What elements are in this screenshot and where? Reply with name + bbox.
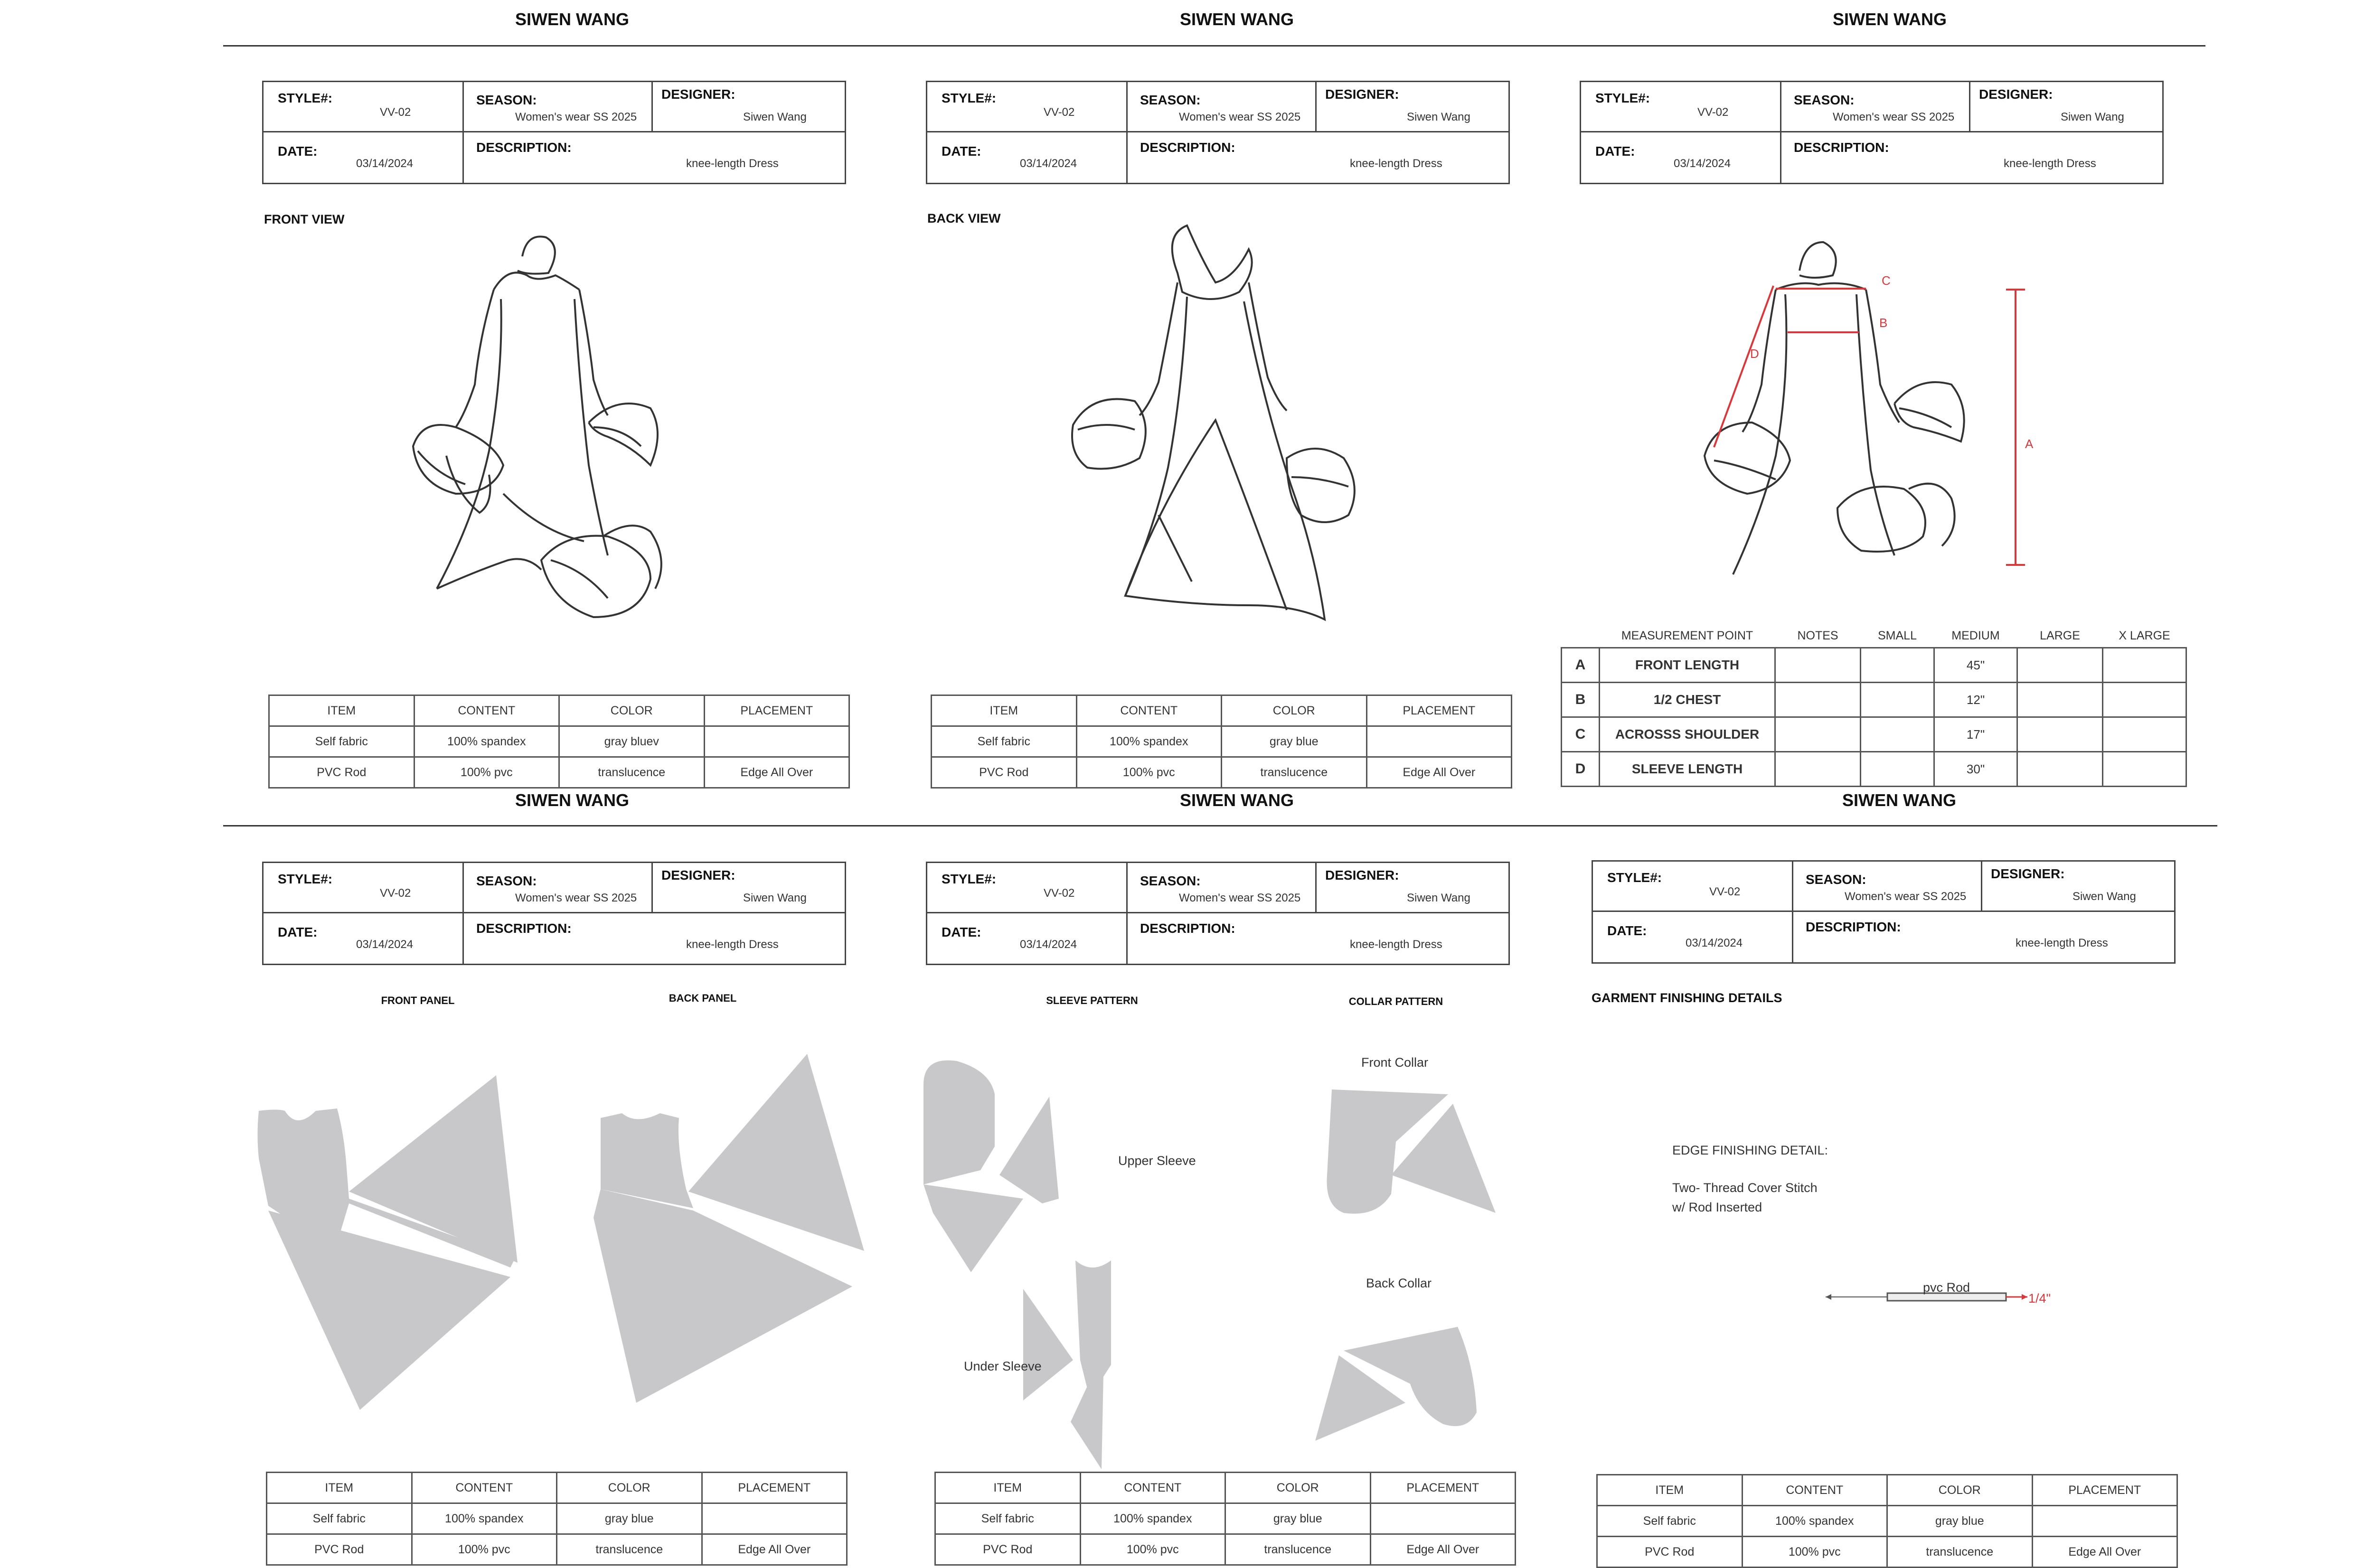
table-cell: gray blue — [1225, 1503, 1371, 1534]
description-value: knee-length Dress — [686, 938, 779, 951]
season-value: Women's wear SS 2025 — [515, 892, 637, 904]
table-cell: Edge All Over — [1366, 757, 1512, 788]
table-header: LARGE — [2040, 629, 2080, 642]
pvc-rod-diagram — [1674, 1282, 2035, 1315]
table-cell: Edge All Over — [704, 757, 849, 788]
table-row — [267, 1534, 847, 1565]
table-cell — [2017, 648, 2103, 683]
table-row — [1562, 752, 2186, 787]
description-label: DESCRIPTION: — [1794, 140, 1889, 155]
table-header: ITEM — [935, 1473, 1081, 1503]
season-label: SEASON: — [1140, 93, 1201, 107]
table-cell — [2017, 683, 2103, 717]
finishing-title: GARMENT FINISHING DETAILS — [1592, 991, 1782, 1005]
table-header: COLOR — [1887, 1475, 2033, 1506]
table-cell — [1861, 717, 1934, 752]
table-header: PLACEMENT — [2032, 1475, 2177, 1506]
back-view-sketch — [1049, 221, 1420, 634]
table-cell — [1370, 1503, 1516, 1534]
table-row — [932, 757, 1512, 788]
spec-header-patterns — [926, 862, 1510, 965]
table-cell — [2017, 752, 2103, 787]
table-cell: Edge All Over — [2032, 1537, 2177, 1568]
brand-title: SIWEN WANG — [515, 9, 629, 29]
table-header: MEDIUM — [1951, 629, 2000, 642]
table-cell — [2103, 752, 2186, 787]
date-label: DATE: — [1595, 144, 1635, 159]
table-row — [269, 726, 849, 757]
table-header: SMALL — [1878, 629, 1917, 642]
season-label: SEASON: — [476, 873, 537, 888]
table-header: ITEM — [932, 695, 1077, 726]
table-cell: translucence — [1222, 757, 1367, 788]
table-cell: 100% spandex — [1742, 1506, 1887, 1537]
table-row — [935, 1503, 1516, 1534]
designer-label: DESIGNER: — [661, 87, 735, 102]
brand-title: SIWEN WANG — [1833, 9, 1947, 29]
marker-a: A — [2025, 437, 2034, 451]
back-panel-pattern — [584, 1052, 869, 1408]
header-divider-v1 — [927, 863, 1128, 913]
table-cell: translucence — [557, 1534, 702, 1565]
season-label: SEASON: — [1140, 873, 1201, 888]
table-row — [267, 1503, 847, 1534]
description-value: knee-length Dress — [1350, 938, 1442, 951]
designer-value: Siwen Wang — [1407, 892, 1470, 904]
designer-value: Siwen Wang — [1407, 111, 1470, 123]
under-sleeve-label: Under Sleeve — [964, 1359, 1042, 1373]
spec-header-front — [262, 81, 846, 184]
table-row — [1562, 717, 2186, 752]
description-label: DESCRIPTION: — [476, 140, 572, 155]
table-header: PLACEMENT — [1366, 695, 1512, 726]
back-collar-label: Back Collar — [1366, 1276, 1432, 1290]
season-value: Women's wear SS 2025 — [515, 111, 637, 123]
table-cell: 100% spandex — [1080, 1503, 1225, 1534]
season-value: Women's wear SS 2025 — [1179, 111, 1301, 123]
table-row — [1597, 1506, 2177, 1537]
brand-title: SIWEN WANG — [1180, 790, 1294, 810]
table-header-row — [267, 1473, 847, 1503]
table-cell: 45" — [1934, 648, 2017, 683]
table-header: ITEM — [267, 1473, 412, 1503]
front-view-sketch — [385, 228, 755, 636]
front-panel-pattern — [252, 1073, 527, 1415]
season-label: SEASON: — [1794, 93, 1855, 107]
date-value: 03/14/2024 — [356, 938, 414, 951]
front-view-label: FRONT VIEW — [264, 212, 345, 226]
table-cell — [1775, 648, 1861, 683]
season-value: Women's wear SS 2025 — [1845, 890, 1967, 903]
marker-b: B — [1879, 316, 1888, 330]
date-value: 03/14/2024 — [356, 157, 414, 170]
table-cell — [1861, 648, 1934, 683]
spec-header-panels — [262, 862, 846, 965]
style-value: VV-02 — [1709, 885, 1741, 898]
description-value: knee-length Dress — [2004, 157, 2096, 170]
middle-divider — [223, 825, 2217, 826]
front-panel-label: FRONT PANEL — [381, 995, 455, 1006]
front-collar-label: Front Collar — [1361, 1055, 1429, 1070]
header-divider-v1 — [1593, 862, 1793, 912]
table-header-row — [1597, 1475, 2177, 1506]
header-divider-v1 — [264, 863, 464, 913]
table-header-row — [269, 695, 849, 726]
point-letter: A — [1562, 648, 1600, 683]
description-value: knee-length Dress — [686, 157, 779, 170]
upper-sleeve-label: Upper Sleeve — [1118, 1154, 1196, 1168]
date-label: DATE: — [278, 144, 318, 159]
header-divider-v1 — [264, 82, 464, 132]
materials-table-back — [931, 695, 1512, 789]
table-cell — [1775, 717, 1861, 752]
designer-label: DESIGNER: — [661, 868, 735, 883]
designer-value: Siwen Wang — [2061, 111, 2124, 123]
materials-table-finishing — [1596, 1474, 2178, 1568]
materials-table-patterns — [934, 1472, 1516, 1566]
marker-c: C — [1882, 273, 1891, 288]
measurement-table — [1561, 624, 2187, 787]
style-label: STYLE#: — [942, 91, 997, 105]
table-header: X LARGE — [2119, 629, 2170, 642]
materials-table-panels — [266, 1472, 848, 1566]
table-header: CONTENT — [1742, 1475, 1887, 1506]
style-label: STYLE#: — [278, 872, 333, 886]
table-cell: 12" — [1934, 683, 2017, 717]
style-label: STYLE#: — [942, 872, 997, 886]
point-name: SLEEVE LENGTH — [1600, 752, 1775, 787]
edge-finishing-line1: Two- Thread Cover Stitch — [1672, 1181, 1818, 1195]
date-label: DATE: — [1607, 923, 1647, 938]
point-name: FRONT LENGTH — [1600, 648, 1775, 683]
table-header: ITEM — [269, 695, 415, 726]
designer-label: DESIGNER: — [1979, 87, 2053, 102]
table-cell: 100% pvc — [1080, 1534, 1225, 1565]
designer-value: Siwen Wang — [743, 111, 807, 123]
style-value: VV-02 — [1697, 106, 1729, 119]
season-value: Women's wear SS 2025 — [1833, 111, 1955, 123]
table-cell: Self fabric — [935, 1503, 1081, 1534]
style-value: VV-02 — [380, 887, 411, 900]
table-header: CONTENT — [1080, 1473, 1225, 1503]
table-header: CONTENT — [1076, 695, 1222, 726]
table-cell: PVC Rod — [1597, 1537, 1743, 1568]
date-value: 03/14/2024 — [1020, 157, 1077, 170]
table-cell — [702, 1503, 847, 1534]
date-label: DATE: — [278, 925, 318, 939]
table-cell: translucence — [1887, 1537, 2033, 1568]
table-cell — [2103, 683, 2186, 717]
table-header: COLOR — [559, 695, 705, 726]
designer-label: DESIGNER: — [1325, 868, 1399, 883]
table-cell: PVC Rod — [267, 1534, 412, 1565]
table-cell: PVC Rod — [935, 1534, 1081, 1565]
table-header-row — [935, 1473, 1516, 1503]
table-cell — [2032, 1506, 2177, 1537]
season-value: Women's wear SS 2025 — [1179, 892, 1301, 904]
table-cell — [2103, 717, 2186, 752]
style-label: STYLE#: — [1607, 870, 1662, 885]
table-cell: PVC Rod — [932, 757, 1077, 788]
table-cell: gray bluev — [559, 726, 705, 757]
collar-pattern-pieces — [1315, 1080, 1515, 1450]
point-letter: D — [1562, 752, 1600, 787]
table-header: COLOR — [557, 1473, 702, 1503]
table-cell: gray blue — [1887, 1506, 2033, 1537]
table-cell — [1775, 752, 1861, 787]
table-cell: 100% pvc — [414, 757, 559, 788]
date-label: DATE: — [942, 144, 981, 159]
table-cell: translucence — [1225, 1534, 1371, 1565]
designer-value: Siwen Wang — [2073, 890, 2136, 903]
table-cell: 100% spandex — [414, 726, 559, 757]
style-label: STYLE#: — [278, 91, 333, 105]
table-row — [1562, 683, 2186, 717]
point-name: ACROSSS SHOULDER — [1600, 717, 1775, 752]
header-divider-v1 — [927, 82, 1128, 132]
description-label: DESCRIPTION: — [1140, 921, 1235, 936]
table-header: CONTENT — [414, 695, 559, 726]
table-row — [269, 757, 849, 788]
table-cell — [2103, 648, 2186, 683]
table-header: CONTENT — [412, 1473, 557, 1503]
table-header: COLOR — [1222, 695, 1367, 726]
table-header: PLACEMENT — [702, 1473, 847, 1503]
table-cell: Self fabric — [267, 1503, 412, 1534]
description-label: DESCRIPTION: — [1806, 920, 1901, 934]
table-header-row — [932, 695, 1512, 726]
designer-label: DESIGNER: — [1991, 866, 2065, 881]
table-cell: 30" — [1934, 752, 2017, 787]
table-cell — [1366, 726, 1512, 757]
table-header: PLACEMENT — [704, 695, 849, 726]
table-header: MEASUREMENT POINT — [1621, 629, 1753, 642]
table-cell: Edge All Over — [702, 1534, 847, 1565]
pvc-rod-label: pvc Rod — [1923, 1280, 1970, 1295]
materials-table-front — [268, 695, 850, 789]
spec-header-measure — [1580, 81, 2164, 184]
brand-title: SIWEN WANG — [515, 790, 629, 810]
table-header: PLACEMENT — [1370, 1473, 1516, 1503]
brand-title: SIWEN WANG — [1180, 9, 1294, 29]
top-divider — [223, 45, 2205, 47]
style-label: STYLE#: — [1595, 91, 1650, 105]
table-cell: Edge All Over — [1370, 1534, 1516, 1565]
edge-finishing-title: EDGE FINISHING DETAIL: — [1672, 1143, 1828, 1157]
table-cell: Self fabric — [932, 726, 1077, 757]
measurement-header-row — [1562, 624, 2186, 648]
table-cell: PVC Rod — [269, 757, 415, 788]
date-value: 03/14/2024 — [1686, 937, 1743, 949]
table-row — [932, 726, 1512, 757]
table-cell: Self fabric — [269, 726, 415, 757]
spec-header-finishing — [1592, 860, 2176, 964]
table-header: NOTES — [1797, 629, 1838, 642]
date-label: DATE: — [942, 925, 981, 939]
table-row — [1562, 648, 2186, 683]
table-cell: 100% spandex — [1076, 726, 1222, 757]
table-cell — [1861, 683, 1934, 717]
description-value: knee-length Dress — [2016, 937, 2108, 949]
table-row — [1597, 1537, 2177, 1568]
header-divider-v1 — [1581, 82, 1781, 132]
table-cell: gray blue — [1222, 726, 1367, 757]
description-label: DESCRIPTION: — [476, 921, 572, 936]
table-cell: 100% pvc — [1076, 757, 1222, 788]
table-cell: 100% spandex — [412, 1503, 557, 1534]
back-view-label: BACK VIEW — [927, 211, 1001, 225]
description-label: DESCRIPTION: — [1140, 140, 1235, 155]
table-header: ITEM — [1597, 1475, 1743, 1506]
marker-d: D — [1750, 347, 1759, 361]
date-value: 03/14/2024 — [1674, 157, 1731, 170]
table-cell: translucence — [559, 757, 705, 788]
point-name: 1/2 CHEST — [1600, 683, 1775, 717]
season-label: SEASON: — [476, 93, 537, 107]
table-cell: 100% pvc — [1742, 1537, 1887, 1568]
table-cell: 100% pvc — [412, 1534, 557, 1565]
table-cell — [2017, 717, 2103, 752]
table-cell: gray blue — [557, 1503, 702, 1534]
designer-label: DESIGNER: — [1325, 87, 1399, 102]
table-header — [1562, 624, 1600, 648]
brand-title: SIWEN WANG — [1842, 790, 1956, 810]
table-cell — [1861, 752, 1934, 787]
date-value: 03/14/2024 — [1020, 938, 1077, 951]
table-cell: 17" — [1934, 717, 2017, 752]
table-row — [935, 1534, 1516, 1565]
style-value: VV-02 — [1044, 106, 1075, 119]
season-label: SEASON: — [1806, 872, 1866, 887]
rod-size-label: 1/4" — [2028, 1291, 2051, 1305]
description-value: knee-length Dress — [1350, 157, 1442, 170]
sleeve-pattern-label: SLEEVE PATTERN — [1046, 995, 1138, 1006]
edge-finishing-line2: w/ Rod Inserted — [1672, 1200, 1762, 1214]
table-cell — [1775, 683, 1861, 717]
point-letter: B — [1562, 683, 1600, 717]
sleeve-pattern-pieces — [923, 1056, 1218, 1474]
table-cell — [704, 726, 849, 757]
collar-pattern-label: COLLAR PATTERN — [1348, 995, 1443, 1007]
designer-value: Siwen Wang — [743, 892, 807, 904]
spec-header-back — [926, 81, 1510, 184]
table-cell: Self fabric — [1597, 1506, 1743, 1537]
style-value: VV-02 — [380, 106, 411, 119]
back-panel-label: BACK PANEL — [669, 992, 737, 1004]
point-letter: C — [1562, 717, 1600, 752]
table-header: COLOR — [1225, 1473, 1371, 1503]
style-value: VV-02 — [1044, 887, 1075, 900]
